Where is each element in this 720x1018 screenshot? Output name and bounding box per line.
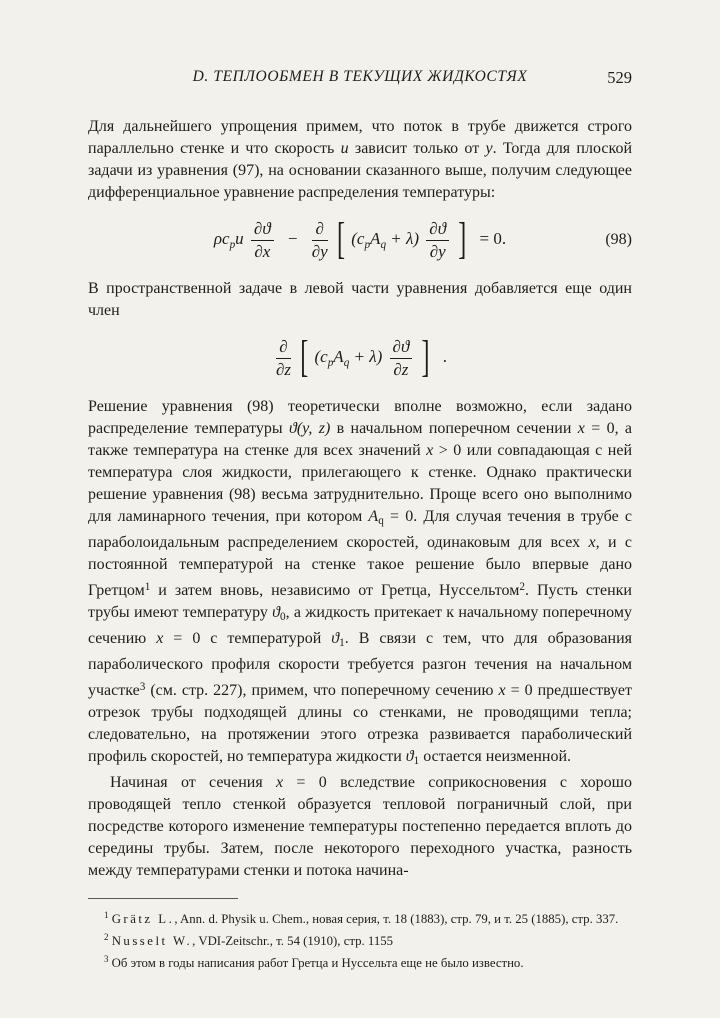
text-segment: Для дальнейшего упрощения примем, что поток в трубе движется строго параллельно стенке и что скорость xyxy=(88,118,632,157)
paragraph-3 xyxy=(88,396,632,772)
page-number: 529 xyxy=(607,68,632,87)
text-segment: ϑ xyxy=(405,748,414,766)
equation-98-math xyxy=(213,215,507,265)
text-segment: 1 xyxy=(104,910,109,921)
text-segment: , и с постоянной температурой на стенке такое решение было впервые дано Гретцом xyxy=(88,534,632,600)
paragraph-4 xyxy=(88,772,632,882)
math-term: u xyxy=(235,228,244,248)
footnote-3 xyxy=(88,950,632,972)
text-segment: , а жидкость притекает к начальному поперечному сечению xyxy=(88,604,632,648)
math-subscript: q xyxy=(380,238,387,251)
text-segment: A xyxy=(368,508,379,526)
fraction-numerator: ∂ xyxy=(276,337,291,359)
text-segment: Nusselt W. xyxy=(111,934,193,949)
text-segment: = 0. Для случая течения в трубе с параболоидальным распределением скоростей, одинаковым для всех xyxy=(88,508,633,552)
fraction xyxy=(251,219,274,261)
text-segment: y xyxy=(485,140,493,157)
equation-number: (98) xyxy=(605,231,632,249)
math-term: A xyxy=(370,228,381,248)
footnote-separator xyxy=(88,898,238,899)
fraction-numerator: ∂ϑ xyxy=(251,219,274,241)
text-segment: 2 xyxy=(519,581,525,594)
text-segment: 1 xyxy=(339,637,345,650)
footnote-1 xyxy=(88,906,632,928)
footnote-2 xyxy=(88,928,632,950)
math-term: ρc xyxy=(213,228,230,248)
math-subscript: q xyxy=(343,357,350,370)
fraction-numerator: ∂ϑ xyxy=(390,337,413,359)
text-segment: Об этом в годы написания работ Гретца и Нуссельта еще не было известно. xyxy=(108,956,524,971)
fraction xyxy=(276,337,291,379)
text-segment: u xyxy=(340,140,349,157)
text-segment: = 0, а также температура на стенке для всех значений xyxy=(88,420,633,460)
text-segment: 1 xyxy=(413,755,420,768)
text-segment: > 0 или совпадающая с ней температура слоя жидкости, прилегающего к стенке. Однако практически решение уравнения (98) весьма затруднительно. Проще всего оно выполнимо для ламинарного течения, при котором xyxy=(88,442,633,526)
text-segment: ϑ(y, z) xyxy=(289,420,331,438)
text-segment: . Тогда для плоской задачи из уравнения (97), на основании сказанного выше, получим следующее дифференциальное уравнение распределения температуры: xyxy=(88,140,633,201)
math-subscript: p xyxy=(229,238,236,251)
fraction xyxy=(426,219,449,261)
text-segment: 3 xyxy=(139,681,146,694)
fraction-numerator: ∂ϑ xyxy=(426,219,449,241)
text-segment: ϑ xyxy=(272,604,281,622)
text-segment: В пространственной задаче в левой части уравнения добавляется еще один член xyxy=(88,280,632,320)
left-bracket: [ xyxy=(300,334,309,383)
text-segment: Grätz L. xyxy=(111,912,175,927)
text-segment: зависит только от xyxy=(348,140,486,157)
math-term: + λ) xyxy=(386,228,420,248)
text-segment: q xyxy=(378,515,384,528)
text-segment: . В связи с тем, что для образования параболического профиля скорости требуется разгон течения на начальном участке xyxy=(88,630,632,700)
math-subscript: p xyxy=(364,238,371,251)
text-segment: x xyxy=(156,630,164,648)
fraction-denominator: ∂y xyxy=(429,241,446,261)
fraction-numerator: ∂ xyxy=(312,219,328,241)
period: . xyxy=(442,347,448,367)
fraction-denominator: ∂z xyxy=(393,359,409,379)
math-term: (c xyxy=(314,347,328,367)
text-segment: , VDI-Zeitschr., т. 54 (1910), стр. 1155 xyxy=(192,934,394,949)
text-segment: остается неизменной. xyxy=(419,748,572,766)
text-segment: = 0 с температурой xyxy=(163,630,332,648)
text-segment: , Ann. d. Physik u. Chem., новая серия, т. 18 (1883), стр. 79, и т. 25 (1885), стр. 337. xyxy=(174,912,619,927)
footnotes-section xyxy=(88,898,632,972)
text-segment: x xyxy=(276,774,284,792)
page-header xyxy=(88,68,632,90)
right-bracket: ] xyxy=(458,215,467,265)
fraction-denominator: ∂x xyxy=(254,241,271,261)
text-segment: Решение уравнения (98) теоретически вполне возможно, если задано распределение температуры xyxy=(88,398,632,438)
text-segment: Начиная от сечения xyxy=(110,774,276,792)
text-segment: 3 xyxy=(104,954,109,965)
text-segment: x xyxy=(588,534,596,552)
math-term: + λ) xyxy=(349,347,383,367)
text-segment: 2 xyxy=(104,932,109,943)
text-segment: 0 xyxy=(280,611,286,624)
equals-zero: = 0. xyxy=(479,228,507,248)
text-segment: . Пусть стенки трубы имеют температуру xyxy=(88,582,632,622)
fraction-denominator: ∂y xyxy=(311,241,328,261)
equation-z-math xyxy=(273,334,448,383)
running-title: D. ТЕПЛООБМЕН В ТЕКУЩИХ ЖИДКОСТЯХ xyxy=(192,68,528,85)
paragraph-1 xyxy=(88,116,632,204)
text-segment: (см. стр. 227), примем, что поперечному сечению xyxy=(145,682,499,700)
text-segment: и затем вновь, независимо от Гретца, Нуссельтом xyxy=(150,582,520,600)
text-segment: 1 xyxy=(144,581,151,594)
text-segment: ϑ xyxy=(331,630,340,648)
left-bracket: [ xyxy=(336,215,345,265)
paragraph-2 xyxy=(88,278,632,322)
equation-z-block xyxy=(88,334,632,383)
text-segment: = 0 предшествует отрезок трубы подходящей длины со стенками, не проводящими тепла; следовательно, на протяжении этого отрезка развивается параболический профиль скоростей, но температура жидкости xyxy=(88,682,633,766)
fraction xyxy=(312,219,328,261)
text-segment: x xyxy=(426,442,434,460)
text-segment: x xyxy=(498,682,506,700)
fraction xyxy=(390,337,413,379)
math-term: (c xyxy=(351,228,365,248)
math-term: A xyxy=(333,347,344,367)
text-segment: = 0 вследствие соприкосновения с хорошо проводящей тепло стенкой образуется тепловой пограничный слой, при посредстве которого изменение температуры постепенно передается вплоть до середины трубы. Затем, после некоторого переходного участка, разность между температурами стенки и потока начина- xyxy=(88,774,632,880)
text-segment: в начальном поперечном сечении xyxy=(330,420,578,438)
math-subscript: p xyxy=(327,357,334,370)
text-segment: x xyxy=(577,420,585,438)
equation-98-block xyxy=(88,215,632,265)
fraction-denominator: ∂z xyxy=(275,359,291,379)
right-bracket: ] xyxy=(421,334,430,383)
minus-operator: − xyxy=(287,228,298,248)
